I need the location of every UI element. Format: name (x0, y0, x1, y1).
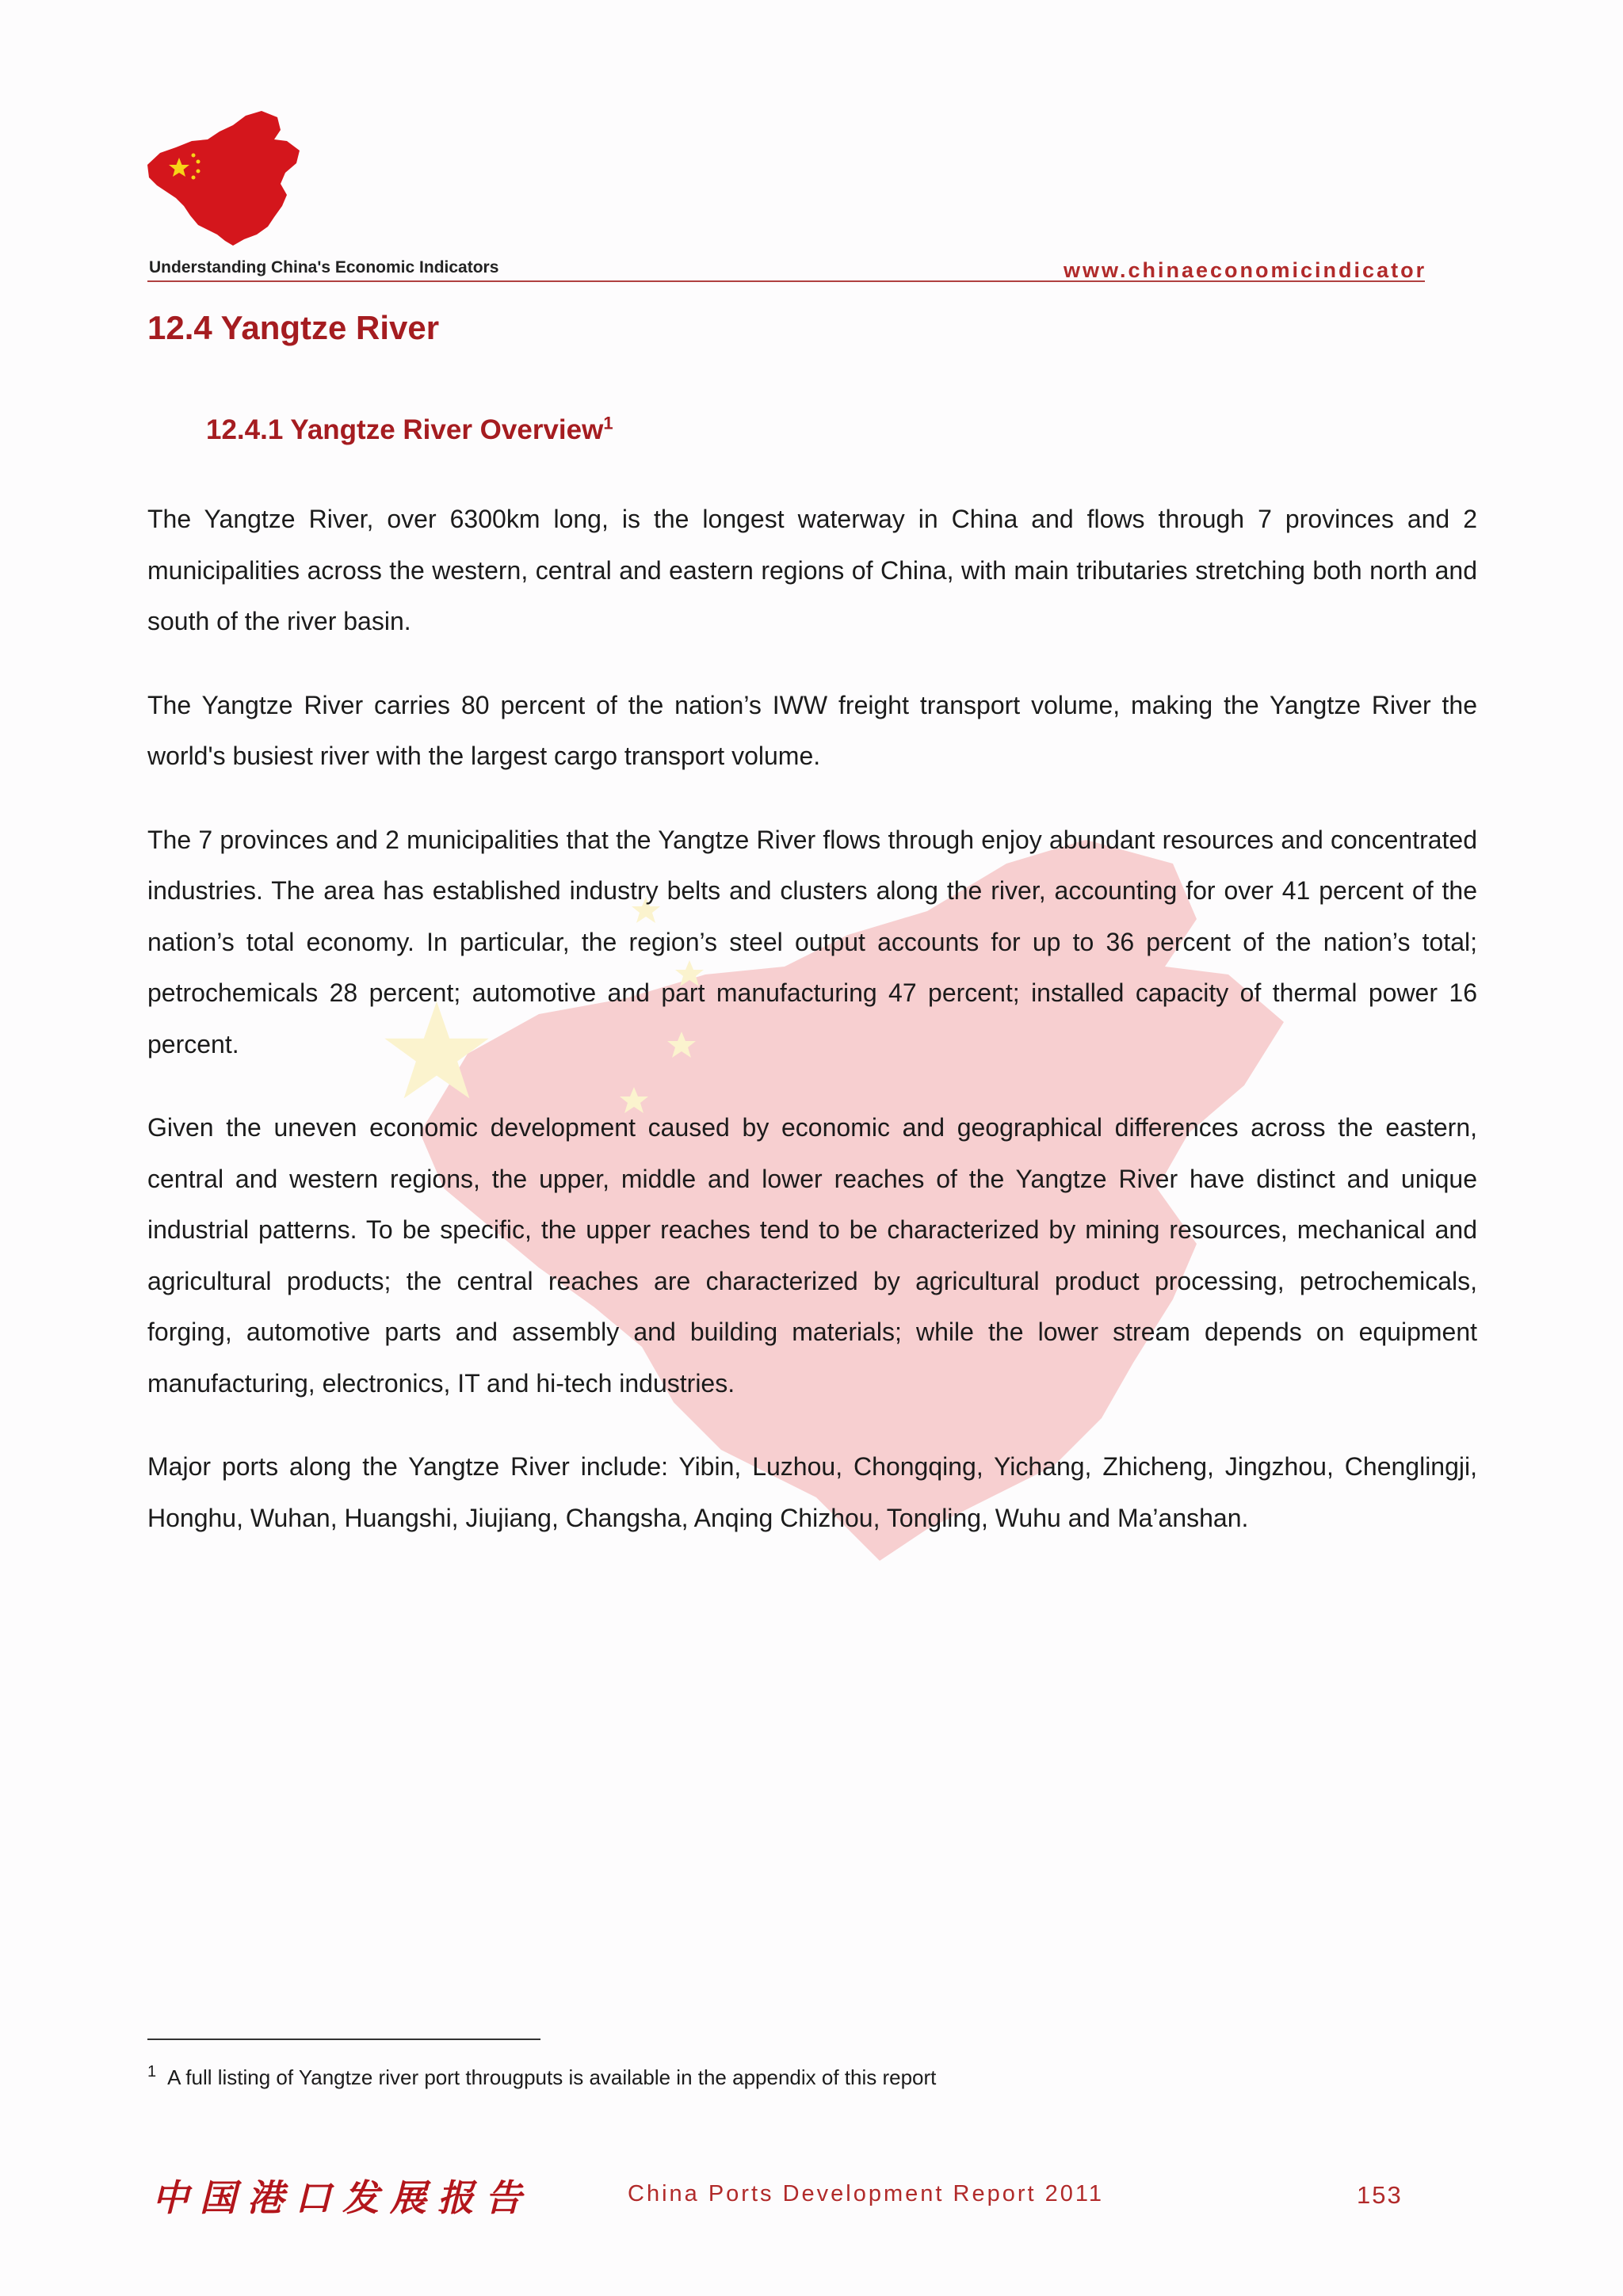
footnote (147, 2065, 936, 2090)
section-heading: 12.4 Yangtze River (147, 309, 440, 346)
paragraph: Given the uneven economic development caused by economic and geographical differences across the eastern, central and western regions, the upper, middle and lower reaches of the Yangtze River have distinct and unique industrial patterns. To be specific, the upper reaches tend to be characterized by mining resources, mechanical and agricultural products; the central reaches are characterized by agricultural product processing, petrochemicals, forging, automotive parts and assembly and building materials; while the lower stream depends on equipment manufacturing, electronics, IT and hi-tech industries. (147, 1113, 1477, 1398)
logo-star-small-3 (197, 170, 200, 174)
subsection-heading (206, 414, 613, 446)
logo-star-small-4 (192, 176, 196, 180)
footer-report-title: China Ports Development Report 2011 (628, 2181, 1104, 2206)
header-tagline: Understanding China's Economic Indicators (149, 258, 499, 277)
paragraph: The Yangtze River carries 80 percent of the nation’s IWW freight transport volume, making the Yangtze River the world's busiest river with the largest cargo transport volume. (147, 690, 1477, 770)
page-number: 153 (1357, 2181, 1403, 2209)
header-url[interactable]: www.chinaeconomicindicator (1064, 258, 1427, 282)
paragraph: The Yangtze River, over 6300km long, is the longest waterway in China and flows through 7 provinces and 2 municipalities across the western, central and eastern regions of China, with main tributaries stretching both north and south of the river basin. (147, 505, 1477, 635)
paragraph: The 7 provinces and 2 municipalities that the Yangtze River flows through enjoy abundant resources and concentrated industries. The area has established industry belts and clusters along the river, accounting for over 41 percent of the nation’s total economy. In particular, the region’s steel output accounts for up to 36 percent of the nation’s total; petrochemicals 28 percent; automotive and part manufacturing 47 percent; installed capacity of thermal power 16 percent. (147, 825, 1477, 1058)
footnote-text: A full listing of Yangtze river port througputs is available in the appendix of this report (167, 2065, 937, 2089)
footnote-mark: 1 (147, 2063, 157, 2081)
subsection-title: 12.4.1 Yangtze River Overview (206, 414, 604, 445)
logo-star-small-1 (192, 154, 196, 158)
footer-chinese-title: 中国港口发展报告 (152, 2176, 533, 2219)
china-map-logo (144, 109, 311, 248)
body-text (147, 494, 1477, 1576)
header-divider (147, 280, 1425, 282)
footnote-divider (147, 2039, 540, 2040)
footnote-reference[interactable]: 1 (603, 413, 613, 433)
paragraph: Major ports along the Yangtze River include: Yibin, Luzhou, Chongqing, Yichang, Zhicheng, Jingzhou, Chenglingji, Honghu, Wuhan, Huangshi, Jiujiang, Changsha, Anqing Chizhou, Tongling, Wuhu and Ma’anshan. (147, 1452, 1477, 1532)
logo-star-small-2 (197, 160, 200, 164)
